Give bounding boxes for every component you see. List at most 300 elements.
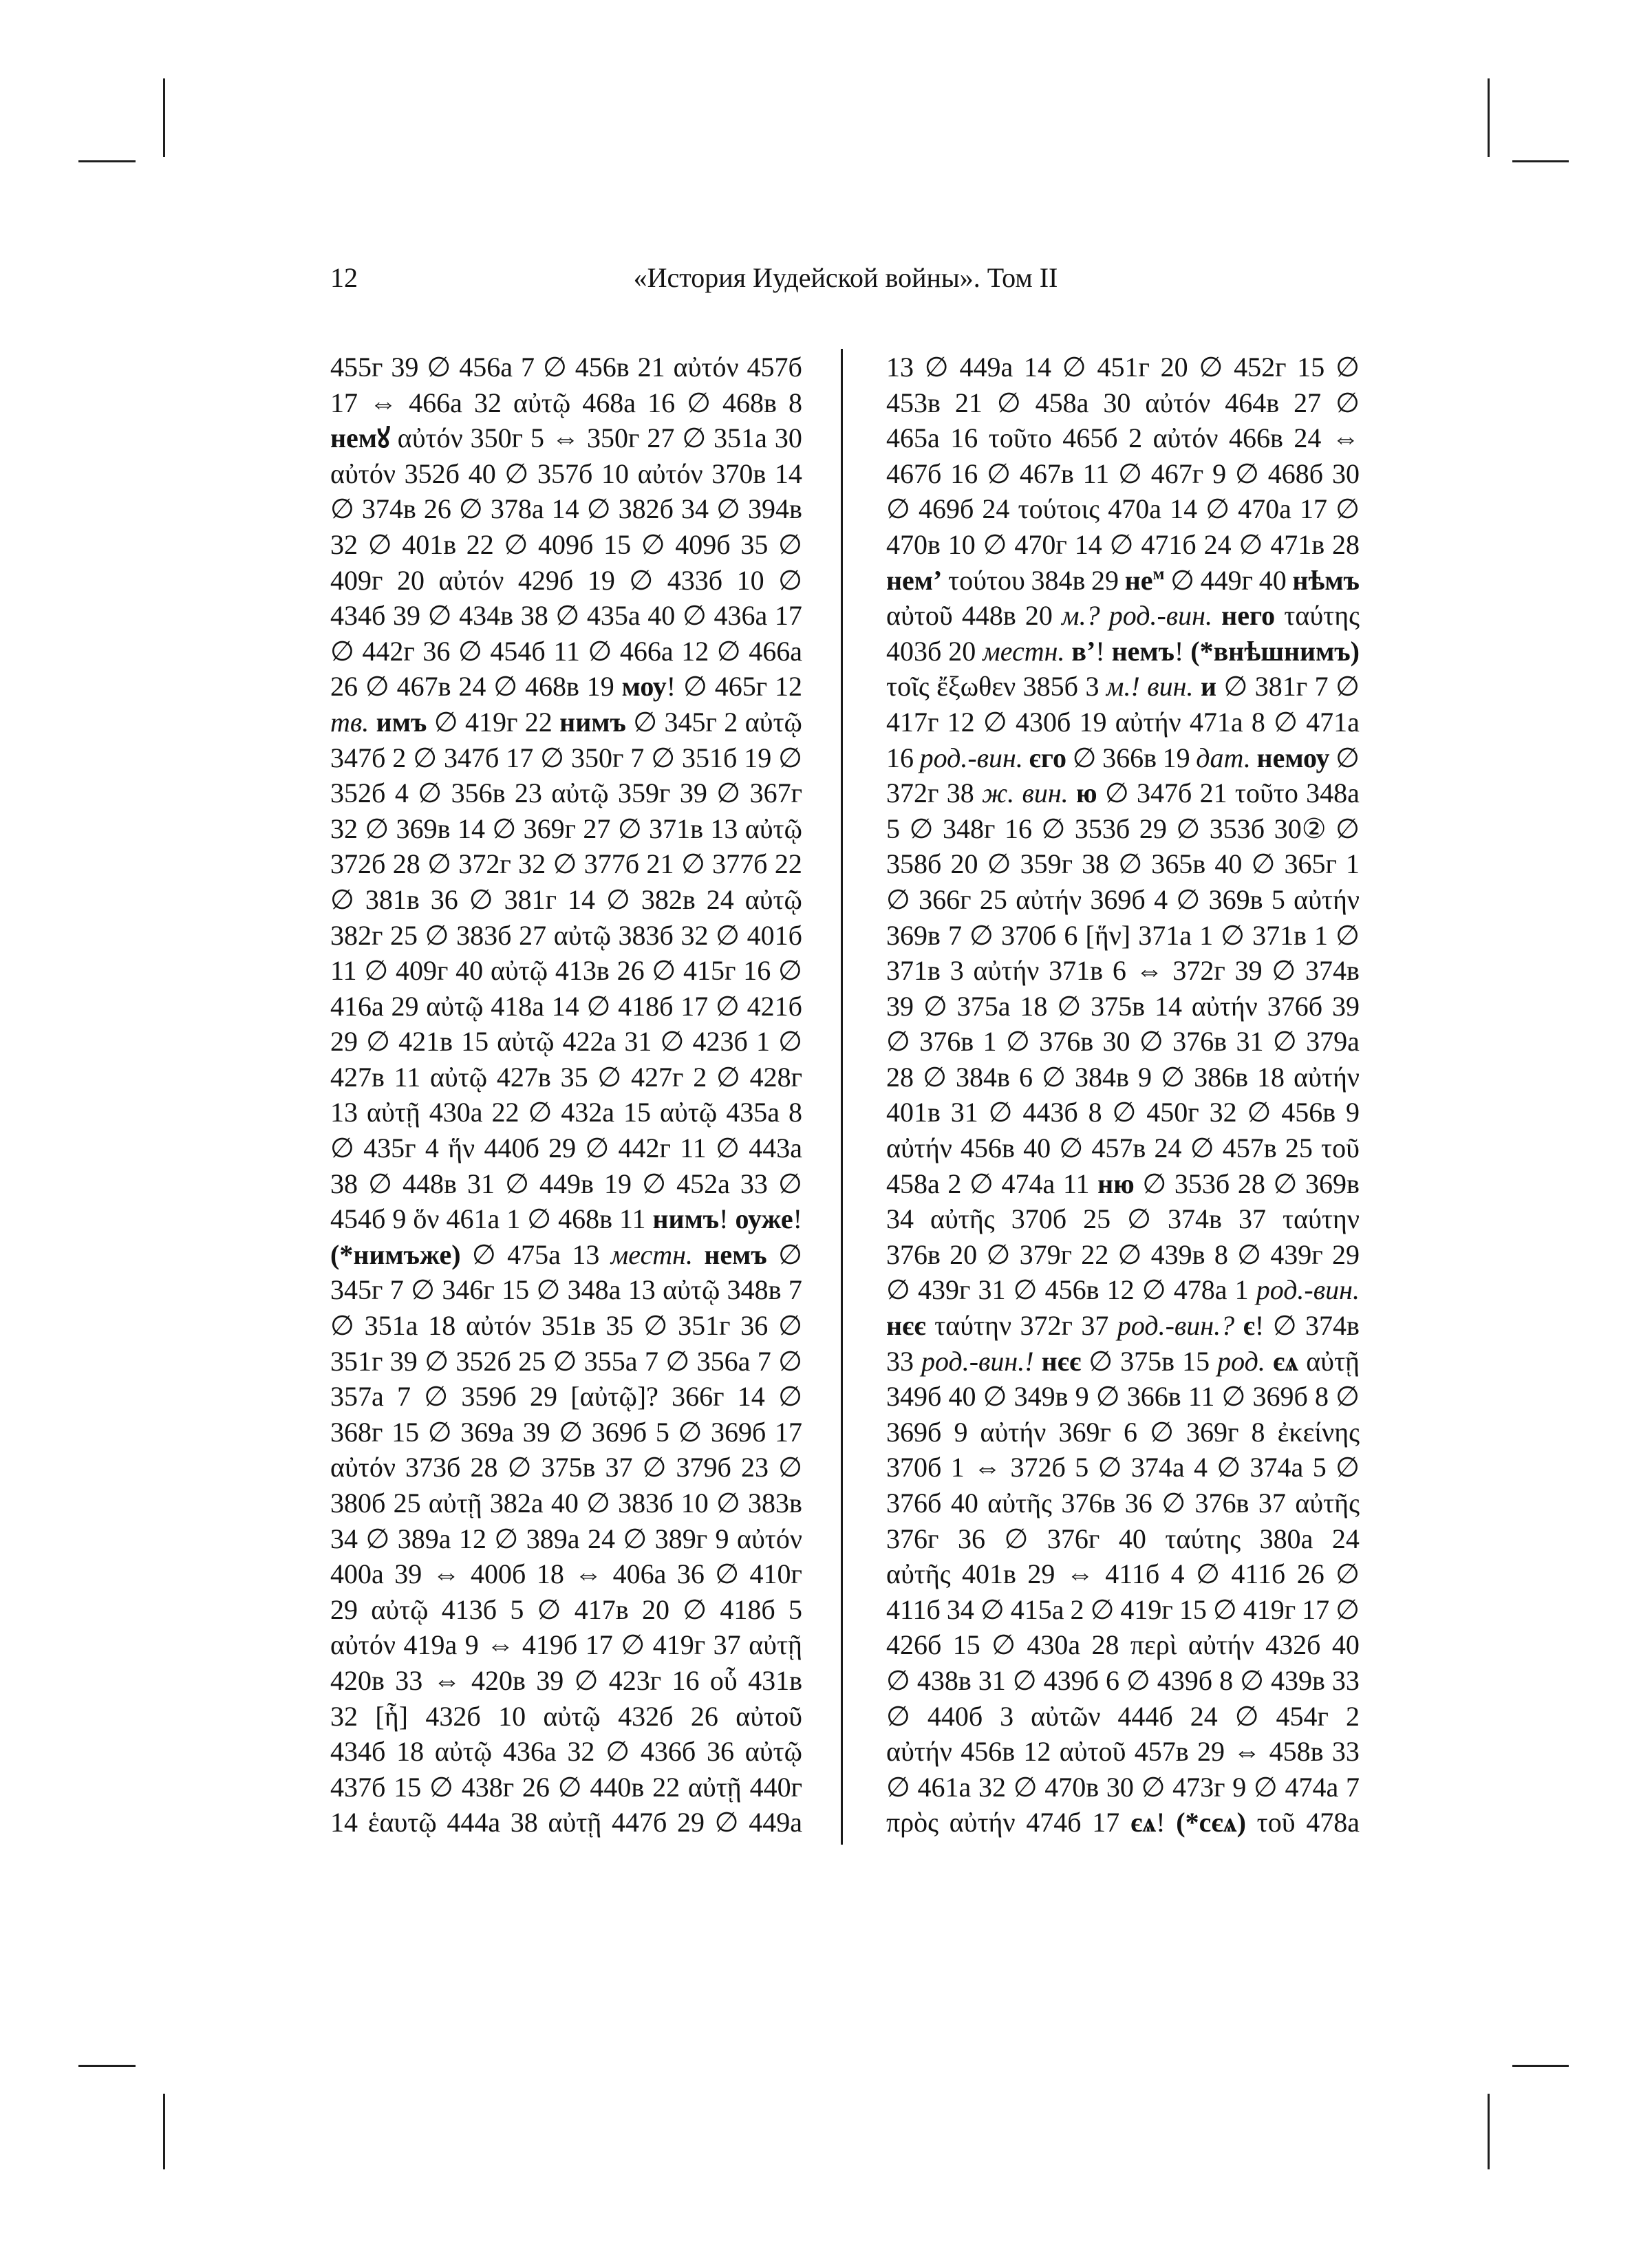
text-line: [886, 669, 1360, 705]
line-number: 19: [1079, 706, 1107, 738]
line-number: 32: [330, 528, 358, 560]
folio-reference: 470в: [886, 528, 941, 560]
line-number: 25: [393, 1488, 421, 1518]
folio-reference: 456в: [961, 1133, 1015, 1164]
line-number: 39: [393, 600, 421, 632]
line-number: 38: [520, 600, 548, 632]
folio-reference: 370б: [1000, 919, 1057, 951]
greek-form: αὐτῶν: [1031, 1700, 1101, 1732]
omission-marker: ∅: [504, 458, 529, 489]
line-number: 14: [567, 883, 595, 915]
line-number: 17: [1300, 493, 1328, 525]
folio-reference: 358б: [886, 848, 942, 880]
line-number: 15: [461, 1026, 489, 1058]
line-number: 35: [560, 1061, 588, 1093]
greek-form: αὐτόν: [1152, 422, 1219, 454]
line-number: 12: [775, 671, 802, 702]
line-number: 1: [1314, 919, 1329, 951]
line-number: 26: [330, 671, 358, 702]
line-number: 2: [947, 1168, 962, 1199]
line-number: 8: [1219, 1664, 1234, 1696]
folio-reference: 376в: [1194, 1488, 1249, 1518]
line-number: 4: [1193, 1452, 1208, 1483]
line-number: 7: [644, 1345, 658, 1377]
grammar-label: род.-вин.: [919, 742, 1023, 773]
omission-marker: ∅: [1335, 352, 1360, 383]
line-number: 24: [1331, 1523, 1360, 1554]
folio-reference: 374а: [1249, 1452, 1304, 1483]
folio-reference: 466а: [619, 635, 674, 667]
folio-reference: 351в: [541, 1310, 596, 1342]
line-number: 20: [950, 848, 978, 880]
slavonic-form: оуже: [735, 1203, 793, 1235]
line-number: 10: [601, 458, 629, 489]
folio-reference: 394в: [748, 493, 802, 525]
omission-marker: ∅: [886, 1664, 910, 1696]
omission-marker: ∅: [536, 1274, 561, 1306]
greek-form: ὅν: [413, 1203, 440, 1235]
line-number: 5: [789, 1593, 802, 1625]
omission-marker: ∅: [1335, 919, 1360, 951]
line-number: 24: [706, 883, 734, 915]
folio-reference: 369в: [1208, 883, 1263, 915]
folio-reference: 381г: [504, 883, 557, 915]
text-line: [886, 1130, 1360, 1166]
folio-reference: 350г: [586, 422, 640, 454]
omission-marker: ∅: [778, 1381, 802, 1413]
line-number: 9: [1138, 1061, 1152, 1093]
omission-marker: ∅: [886, 1274, 910, 1306]
line-number: 27: [1294, 387, 1322, 418]
line-number: 13: [710, 813, 738, 844]
omission-marker: ∅: [574, 1664, 599, 1696]
text-line: [330, 1450, 802, 1485]
folio-reference: 467г: [1150, 458, 1204, 489]
folio-reference: 376в: [1061, 1488, 1116, 1518]
line-number: 39: [886, 990, 914, 1022]
omission-marker: ∅: [716, 990, 740, 1022]
line-number: 8: [788, 1097, 802, 1128]
text-line: [886, 1592, 1360, 1628]
folio-reference: 434б: [330, 1736, 386, 1768]
line-number: 10: [736, 564, 764, 596]
grammar-label: местн.: [610, 1238, 693, 1270]
folio-reference: 457в: [1091, 1133, 1146, 1164]
folio-reference: 449в: [539, 1168, 594, 1199]
omission-marker: ∅: [682, 422, 707, 454]
folio-reference: 378а: [490, 493, 544, 525]
omission-marker: ∅: [1335, 1558, 1360, 1590]
text-line: [330, 385, 802, 421]
folio-reference: 369в: [396, 813, 451, 844]
line-number: 20: [396, 564, 425, 596]
folio-reference: 380а: [1259, 1523, 1313, 1554]
folio-reference: 372б: [1010, 1452, 1066, 1483]
omission-marker: ∅: [368, 1168, 392, 1199]
omission-marker: ∅: [886, 883, 910, 915]
line-number: 11: [330, 955, 357, 987]
omission-marker: ∅: [1141, 1771, 1166, 1803]
line-number: 5: [1271, 883, 1285, 915]
folio-reference: 381в: [365, 883, 420, 915]
omission-marker: ∅: [778, 955, 802, 987]
line-number: 1: [950, 1452, 965, 1483]
folio-reference: 374в: [1305, 1310, 1360, 1342]
line-number: 11: [1062, 1168, 1090, 1199]
folio-reference: 409б: [675, 528, 731, 560]
folio-reference: 367г: [749, 777, 802, 809]
folio-reference: 374в: [1168, 1203, 1222, 1235]
folio-reference: 379г: [1019, 1238, 1072, 1270]
omission-marker: ∅: [537, 1593, 561, 1625]
transposition-marker: ⇔: [1233, 1736, 1261, 1768]
line-number: 5: [655, 1416, 669, 1448]
slavonic-form: єго: [1029, 742, 1066, 773]
omission-marker: ∅: [1335, 1452, 1360, 1483]
omission-marker: ∅: [641, 528, 665, 560]
folio-reference: 444б: [1117, 1700, 1173, 1732]
slavonic-form: (*нимъже): [330, 1238, 461, 1270]
line-number: 30②: [1274, 813, 1327, 844]
line-number: 26: [690, 1700, 718, 1732]
omission-marker: ∅: [617, 813, 642, 844]
folio-reference: 478а: [1306, 1807, 1360, 1838]
folio-reference: 454б: [490, 635, 546, 667]
omission-marker: ∅: [505, 1168, 529, 1199]
folio-reference: 369а: [460, 1416, 514, 1448]
folio-reference: 359г: [617, 777, 671, 809]
folio-reference: 349в: [1013, 1381, 1069, 1413]
text-line: [886, 1699, 1360, 1735]
text-line: [330, 740, 802, 776]
line-number: 13: [572, 1238, 600, 1270]
line-number: 29: [1027, 1558, 1055, 1590]
folio-reference: 471а: [1189, 706, 1243, 738]
greek-form: αὐτῇ: [366, 1097, 420, 1128]
text-line: [330, 1805, 802, 1840]
line-number: 22: [491, 1097, 519, 1128]
omission-marker: ∅: [1272, 1026, 1297, 1058]
folio-reference: 375в: [1091, 990, 1146, 1022]
folio-reference: 411б: [886, 1593, 941, 1625]
line-number: 22: [466, 528, 494, 560]
crop-mark-bottom-left-horizontal: [78, 2065, 136, 2067]
line-number: 20: [1025, 600, 1053, 632]
folio-reference: 431в: [748, 1664, 802, 1696]
omission-marker: ∅: [987, 848, 1011, 880]
line-number: 2: [1128, 422, 1143, 454]
folio-reference: 432а: [561, 1097, 615, 1128]
omission-marker: ∅: [1199, 352, 1223, 383]
omission-marker: ∅: [1335, 671, 1360, 702]
grammar-label: род.-вин.: [1108, 600, 1212, 632]
line-number: 7: [389, 1274, 404, 1306]
line-number: 32: [518, 848, 546, 880]
omission-marker: ∅: [716, 635, 741, 667]
transposition-marker: ⇔: [1135, 955, 1163, 987]
omission-marker: ∅: [1012, 1664, 1037, 1696]
line-number: 7: [630, 742, 645, 773]
folio-reference: 420в: [330, 1664, 385, 1696]
line-number: 15: [623, 1097, 652, 1128]
folio-reference: 419г: [1243, 1593, 1296, 1625]
line-number: 2: [1345, 1700, 1360, 1732]
line-number: 30: [1106, 1771, 1134, 1803]
line-number: 24: [1294, 422, 1322, 454]
omission-marker: ∅: [1097, 1452, 1122, 1483]
punctuation: !: [1174, 635, 1184, 667]
line-number: 32: [567, 1736, 595, 1768]
text-line: [330, 846, 802, 882]
omission-marker: ∅: [365, 1523, 390, 1554]
line-number: 11: [553, 635, 580, 667]
line-number: 4: [394, 777, 409, 809]
omission-marker: ∅: [969, 1168, 994, 1199]
folio-reference: 430а: [1027, 1629, 1081, 1661]
folio-reference: 359г: [1020, 848, 1073, 880]
line-number: 18: [428, 1310, 456, 1342]
greek-form: πρὸς: [886, 1807, 938, 1838]
folio-reference: 420в: [471, 1664, 526, 1696]
folio-reference: 382б: [618, 493, 674, 525]
folio-reference: 430б: [1015, 706, 1071, 738]
folio-reference: 366в: [1126, 1381, 1181, 1413]
omission-marker: ∅: [553, 1345, 577, 1377]
line-number: 24: [982, 493, 1010, 525]
omission-marker: ∅: [586, 493, 611, 525]
line-number: 28: [1331, 528, 1360, 560]
folio-reference: 432б: [1265, 1629, 1321, 1661]
folio-reference: 458а: [886, 1168, 940, 1199]
folio-reference: 369в: [886, 919, 941, 951]
folio-reference: 468в: [722, 387, 777, 418]
line-number: 31: [950, 1097, 978, 1128]
line-number: 17: [506, 742, 534, 773]
line-number: 12: [458, 1523, 486, 1554]
line-number: 17: [774, 600, 802, 632]
text-line: [330, 598, 802, 634]
text-line: [330, 1344, 802, 1380]
omission-marker: ∅: [504, 528, 528, 560]
line-number: 40: [1118, 1523, 1146, 1554]
folio-reference: 430а: [429, 1097, 483, 1128]
omission-marker: ∅: [1062, 352, 1086, 383]
line-number: 29: [1197, 1736, 1225, 1768]
omission-marker: ∅: [1013, 1274, 1038, 1306]
folio-reference: 439г: [1270, 1238, 1323, 1270]
folio-reference: 366в: [1102, 742, 1157, 773]
line-number: 25: [1285, 1133, 1313, 1164]
text-line: [886, 1415, 1360, 1450]
line-number: 25: [518, 1345, 546, 1377]
grammar-label: м.!: [1106, 671, 1140, 702]
folio-reference: 478а: [1173, 1274, 1227, 1306]
folio-reference: 470г: [1014, 528, 1067, 560]
greek-form: ταύτης: [1165, 1523, 1241, 1554]
line-number: 16: [647, 387, 676, 418]
line-number: 3: [1000, 1700, 1014, 1732]
folio-reference: 467б: [886, 458, 942, 489]
grammar-label: род.-вин.: [1256, 1274, 1360, 1306]
greek-form: αὐτόν: [330, 458, 396, 489]
line-number: 39: [522, 1416, 550, 1448]
line-number: 9: [954, 1416, 968, 1448]
punctuation: !: [793, 1203, 802, 1235]
line-number: 29: [330, 1026, 358, 1058]
folio-reference: 348г: [942, 813, 996, 844]
omission-marker: ∅: [1216, 1452, 1241, 1483]
line-number: 35: [740, 528, 769, 560]
omission-marker: ∅: [424, 1381, 449, 1413]
line-number: 32: [978, 1771, 1007, 1803]
greek-form: [αὐτῷ]?: [570, 1381, 658, 1413]
folio-reference: 351а: [714, 422, 767, 454]
line-number: 14: [774, 458, 802, 489]
text-line: [886, 1770, 1360, 1805]
omission-marker: ∅: [652, 955, 676, 987]
folio-reference: 458а: [1035, 387, 1089, 418]
omission-marker: ∅: [886, 1700, 910, 1732]
greek-form: αὐτῷ: [744, 706, 802, 738]
line-number: 3: [1085, 671, 1099, 702]
text-line: [886, 1344, 1360, 1380]
folio-reference: 436б: [640, 1736, 696, 1768]
line-number: 38: [330, 1168, 358, 1199]
line-number: 29: [1139, 813, 1167, 844]
line-number: 2: [392, 742, 407, 773]
omission-marker: ∅: [1141, 1274, 1166, 1306]
omission-marker: ∅: [557, 1771, 582, 1803]
omission-marker: ∅: [433, 706, 458, 738]
folio-reference: 457в: [1134, 1736, 1189, 1768]
text-line: [886, 1627, 1360, 1663]
greek-form: αὐτήν: [1191, 990, 1258, 1022]
line-number: 20: [641, 1593, 669, 1625]
line-number: 40: [455, 955, 484, 987]
folio-reference: 436а: [714, 600, 768, 632]
grammar-label: вин.: [1147, 671, 1194, 702]
folio-reference: 350г: [570, 742, 624, 773]
folio-reference: 457б: [747, 352, 802, 383]
folio-reference: 434в: [459, 600, 514, 632]
line-number: 40: [550, 1488, 579, 1518]
line-number: 27: [647, 422, 675, 454]
omission-marker: ∅: [542, 352, 567, 383]
text-line: [330, 918, 802, 954]
folio-reference: 371в: [1049, 955, 1104, 987]
text-line: [330, 456, 802, 492]
punctuation: !: [1254, 1310, 1265, 1342]
line-number: 1: [1199, 919, 1214, 951]
folio-reference: 382в: [641, 883, 696, 915]
slavonic-form: ю: [1075, 777, 1097, 809]
line-number: 15: [603, 528, 632, 560]
folio-reference: 369г: [523, 813, 577, 844]
line-number: 5: [886, 813, 900, 844]
line-number: 5: [1312, 1452, 1327, 1483]
omission-marker: ∅: [1247, 1097, 1272, 1128]
folio-reference: 403б: [886, 635, 942, 667]
omission-marker: ∅: [586, 1488, 610, 1518]
omission-marker: ∅: [425, 1345, 449, 1377]
line-number: 14: [330, 1807, 358, 1838]
compound-form: [622, 669, 676, 705]
grammar-label: дат.: [1196, 742, 1251, 773]
folio-reference: 461а: [446, 1203, 500, 1235]
line-number: 22: [652, 1771, 680, 1803]
folio-reference: 369г: [1186, 1416, 1239, 1448]
text-line: [886, 491, 1360, 527]
omission-marker: ∅: [585, 1133, 610, 1164]
omission-marker: ∅: [778, 1238, 802, 1270]
text-line: [886, 918, 1360, 954]
text-line: [330, 705, 802, 740]
folio-reference: 442г: [618, 1133, 671, 1164]
line-number: 12: [681, 635, 709, 667]
text-line: [886, 1805, 1360, 1840]
folio-reference: 350г: [470, 422, 524, 454]
line-number: 40: [950, 1488, 978, 1518]
folio-reference: 372б: [330, 848, 386, 880]
folio-reference: 469б: [918, 493, 974, 525]
compound-form: [652, 1201, 728, 1237]
folio-reference: 471в: [1270, 528, 1325, 560]
folio-reference: 374а: [1130, 1452, 1185, 1483]
greek-form: αὐτήν: [949, 1807, 1016, 1838]
omission-marker: ∅: [716, 1133, 740, 1164]
punctuation: !: [1095, 635, 1105, 667]
line-number: 16: [672, 1664, 700, 1696]
greek-form: τοῦ: [1256, 1807, 1296, 1838]
compound-form: [1130, 1805, 1166, 1840]
text-line: [330, 1237, 802, 1273]
folio-reference: 474б: [1026, 1807, 1082, 1838]
folio-reference: 470а: [1108, 493, 1161, 525]
greek-form: ταύτης: [1284, 600, 1360, 632]
text-line: [886, 1166, 1360, 1202]
line-number: 31: [1236, 1026, 1264, 1058]
folio-reference: 345г: [330, 1274, 383, 1306]
omission-marker: ∅: [555, 600, 580, 632]
greek-form: αὐτοῦ: [886, 600, 953, 632]
omission-marker: ∅: [597, 1061, 622, 1093]
folio-reference: 386в: [1194, 1061, 1248, 1093]
folio-reference: 454б: [330, 1203, 386, 1235]
text-line: [330, 1166, 802, 1202]
slavonic-form: вʼ: [1071, 635, 1096, 667]
line-number: 7: [520, 352, 535, 383]
text-line: [886, 1095, 1360, 1130]
omission-marker: ∅: [469, 883, 493, 915]
line-number: 27: [519, 919, 547, 951]
line-number: 12: [1106, 1274, 1135, 1306]
line-number: 23: [514, 777, 542, 809]
omission-marker: ∅: [1274, 706, 1298, 738]
omission-marker: ∅: [665, 1345, 690, 1377]
folio-reference: 377б: [712, 848, 768, 880]
slavonic-form: м: [1152, 564, 1165, 583]
folio-reference: 409б: [538, 528, 594, 560]
greek-form: τοῦτο: [1234, 777, 1298, 809]
greek-form: αὐτήν: [886, 1736, 952, 1768]
greek-form: αὐτῷ: [426, 990, 484, 1022]
greek-form: αὐτῷ: [371, 1593, 429, 1625]
text-line: [330, 527, 802, 563]
folio-reference: 443б: [1022, 1097, 1078, 1128]
folio-reference: 369г: [1058, 1416, 1111, 1448]
omission-marker: ∅: [886, 493, 910, 525]
line-number: 8: [1251, 706, 1265, 738]
